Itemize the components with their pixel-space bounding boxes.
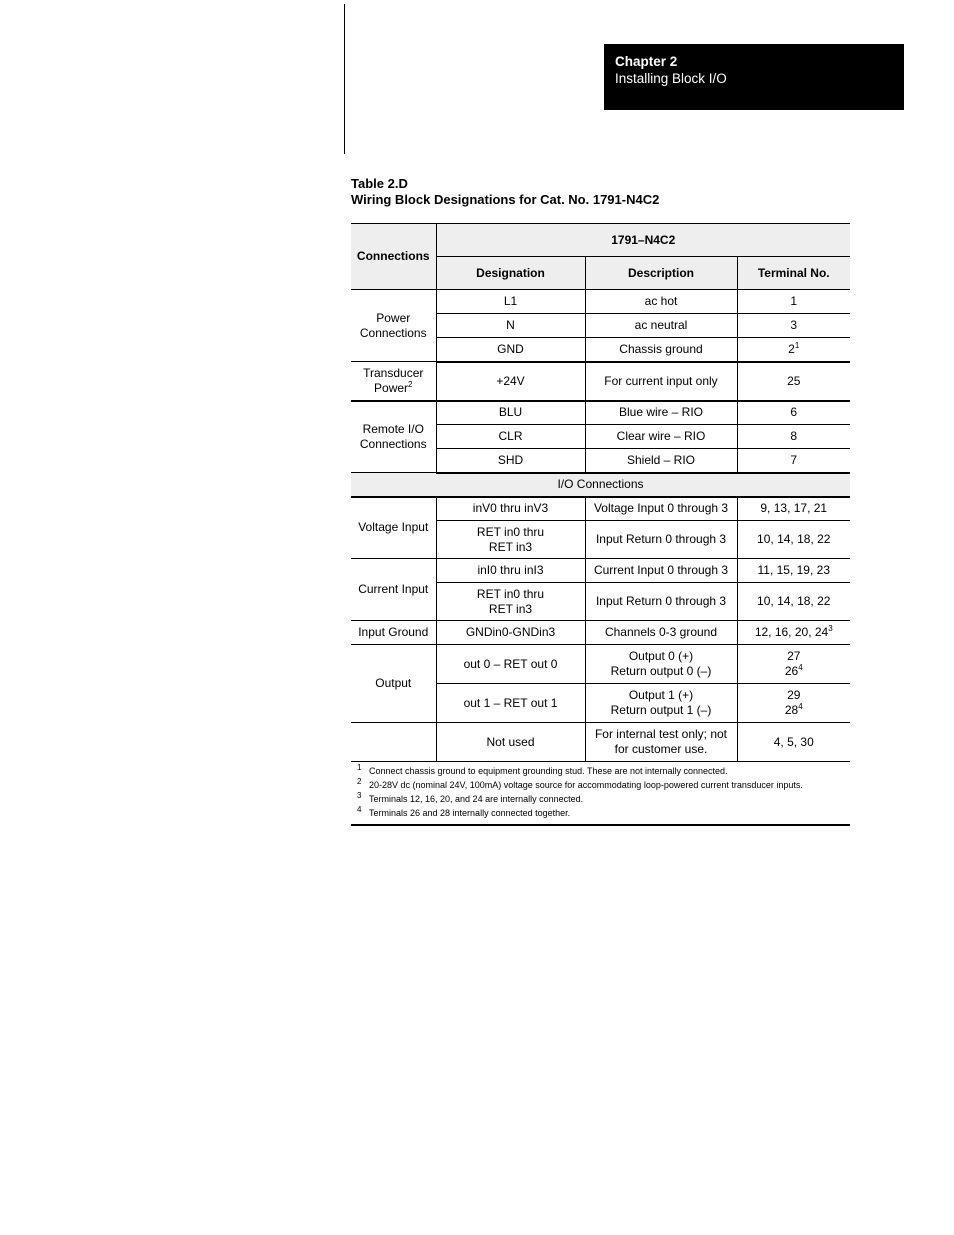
table-row — [351, 621, 850, 645]
table-row — [351, 290, 850, 314]
description-cell: For current input only — [585, 362, 737, 401]
description-cell: ac neutral — [585, 314, 737, 338]
footnote-ref: 4 — [798, 702, 803, 711]
header-terminal: Terminal No. — [737, 257, 850, 290]
group-voltage-input: Voltage Input — [351, 497, 436, 559]
table-row — [351, 559, 850, 583]
table-row — [351, 723, 850, 762]
terminal-cell: 25 — [737, 362, 850, 401]
description-cell: ac hot — [585, 290, 737, 314]
designation-cell: SHD — [436, 449, 585, 473]
header-description: Description — [585, 257, 737, 290]
designation-cell: GNDin0-GNDin3 — [436, 621, 585, 645]
footnote-ref: 4 — [798, 663, 803, 672]
terminal-cell: 10, 14, 18, 22 — [737, 521, 850, 559]
designation-cell: N — [436, 314, 585, 338]
table-footnotes — [351, 764, 850, 826]
designation-cell: GND — [436, 338, 585, 362]
description-cell: Clear wire – RIO — [585, 425, 737, 449]
chapter-title: Installing Block I/O — [615, 71, 727, 86]
terminal-cell: 29 $28^4$ — [737, 684, 850, 723]
designation-cell: RET in0 thru RET in3 — [436, 583, 585, 621]
designation-cell: RET in0 thru RET in3 — [436, 521, 585, 559]
footnote-ref: 2 — [408, 379, 413, 389]
chapter-number: Chapter 2 — [615, 54, 678, 69]
table-title: Wiring Block Designations for Cat. No. 1791-N4C2 — [351, 192, 660, 207]
group-transducer: Transducer Power$^2$ — [351, 362, 436, 401]
designation-cell: BLU — [436, 401, 585, 425]
description-cell: Channels 0-3 ground — [585, 621, 737, 645]
wiring-block-table — [351, 223, 850, 762]
table-row — [351, 497, 850, 521]
description-cell: For internal test only; not for customer use. — [585, 723, 737, 762]
header-connections: Connections — [351, 224, 436, 290]
designation-cell: inV0 thru inV3 — [436, 497, 585, 521]
description-cell: Output 1 (+) Return output 1 (–) — [585, 684, 737, 723]
section-row — [351, 473, 850, 497]
footnote: 3 Terminals 12, 16, 20, and 24 are internally connected. — [357, 791, 584, 804]
terminal-cell: $2^1$ — [737, 338, 850, 362]
description-cell: Output 0 (+) Return output 0 (–) — [585, 645, 737, 684]
designation-cell: +24V — [436, 362, 585, 401]
table-row — [351, 401, 850, 425]
designation-cell: out 0 – RET out 0 — [436, 645, 585, 684]
description-cell: Input Return 0 through 3 — [585, 521, 737, 559]
description-cell: Chassis ground — [585, 338, 737, 362]
terminal-cell: 10, 14, 18, 22 — [737, 583, 850, 621]
footnote-ref: 1 — [794, 340, 800, 350]
group-output: Output — [351, 645, 436, 723]
terminal-cell: 12, 16, 20, $24^3$ — [737, 621, 850, 645]
group-remote-io: Remote I/O Connections — [351, 401, 436, 473]
designation-cell: out 1 – RET out 1 — [436, 684, 585, 723]
terminal-cell: 4, 5, 30 — [737, 723, 850, 762]
group-blank — [351, 723, 436, 762]
margin-rule — [344, 4, 345, 154]
description-cell: Blue wire – RIO — [585, 401, 737, 425]
group-input-ground: Input Ground — [351, 621, 436, 645]
group-current-input: Current Input — [351, 559, 436, 621]
designation-cell: L1 — [436, 290, 585, 314]
terminal-cell: 11, 15, 19, 23 — [737, 559, 850, 583]
terminal-cell: 9, 13, 17, 21 — [737, 497, 850, 521]
designation-cell: CLR — [436, 425, 585, 449]
header-model: 1791–N4C2 — [436, 224, 850, 257]
group-power: Power Connections — [351, 290, 436, 362]
table-caption — [351, 176, 659, 208]
description-cell: Current Input 0 through 3 — [585, 559, 737, 583]
section-io-connections: I/O Connections — [351, 473, 850, 497]
description-cell: Shield – RIO — [585, 449, 737, 473]
terminal-cell: 8 — [737, 425, 850, 449]
description-cell: Input Return 0 through 3 — [585, 583, 737, 621]
description-cell: Voltage Input 0 through 3 — [585, 497, 737, 521]
footnote: 4 Terminals 26 and 28 internally connected together. — [357, 805, 571, 818]
table-number: Table 2.D — [351, 176, 408, 191]
terminal-cell: 1 — [737, 290, 850, 314]
table-row — [351, 645, 850, 684]
footnote: 1 Connect chassis ground to equipment grounding stud. These are not internally connected. — [357, 763, 728, 776]
terminal-cell: 27 $26^4$ — [737, 645, 850, 684]
footnote: 2 20-28V dc (nominal 24V, 100mA) voltage source for accommodating loop-powered current transducer inputs. — [357, 777, 803, 790]
chapter-header — [604, 44, 904, 110]
terminal-cell: 7 — [737, 449, 850, 473]
table-row — [351, 362, 850, 401]
header-designation: Designation — [436, 257, 585, 290]
terminal-cell: 3 — [737, 314, 850, 338]
designation-cell: Not used — [436, 723, 585, 762]
designation-cell: inI0 thru inI3 — [436, 559, 585, 583]
footnote-ref: 3 — [828, 624, 833, 633]
terminal-cell: 6 — [737, 401, 850, 425]
